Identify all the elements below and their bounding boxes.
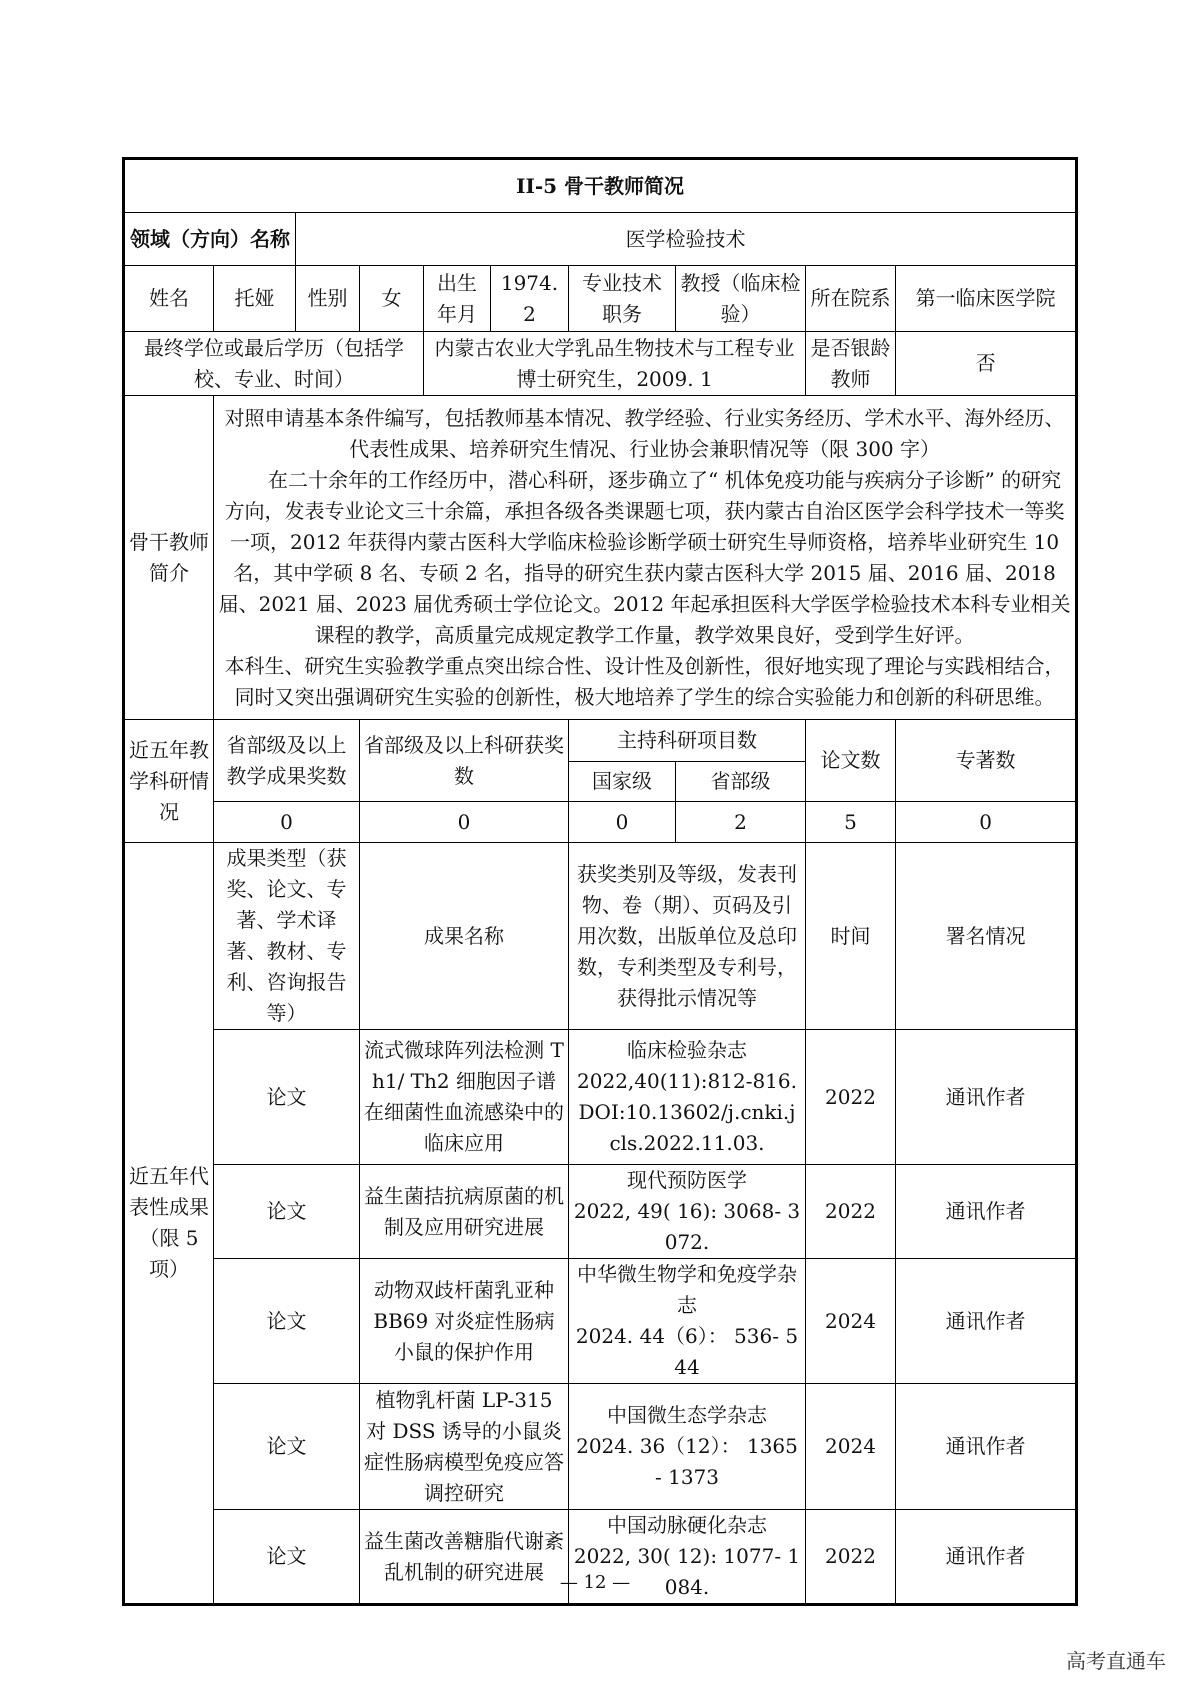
achievement-sign: 通讯作者 <box>896 1165 1077 1259</box>
achievement-sign: 通讯作者 <box>896 1510 1077 1605</box>
intro-paragraph-1: 在二十余年的工作经历中，潜心科研，逐步确立了“ 机体免疫功能与疾病分子诊断” 的研究方向，发表专业论文三十余篇，承担各级各类课题七项，获内蒙古自治区医学会科学技术一等奖一项，2012 年获得内蒙古医科大学临床检验诊断学硕士研究生导师资格，培养毕业研究生 10 名，其中学硕 8 名、专硕 2 名，指导的研究生获内蒙古医科大学 2015 届、2016 届、2018 届、2021 届、2023 届优秀硕士学位论文。2012 年起承担医科大学医学检验技术本科专业相关课程的教学，高质量完成规定教学工作量，教学效果良好，受到学生好评。 <box>218 467 1071 647</box>
achievement-detail <box>569 1384 806 1510</box>
research-label: 近五年教学科研情况 <box>124 720 214 843</box>
achievement-type: 论文 <box>214 1384 360 1510</box>
degree-value: 内蒙古农业大学乳品生物技术与工程专业博士研究生，2009. 1 <box>424 332 806 396</box>
achievement-name: 植物乳杆菌 LP-315 对 DSS 诱导的小鼠炎症性肠病模型免疫应答调控研究 <box>360 1384 569 1510</box>
birth-value: 1974. 2 <box>491 266 569 332</box>
achievement-name: 动物双歧杆菌乳亚种 BB69 对炎症性肠病小鼠的保护作用 <box>360 1259 569 1384</box>
table-row <box>124 1165 1077 1259</box>
achievement-journal: 中国动脉硬化杂志 <box>607 1513 767 1537</box>
teaching-award-header: 省部级及以上教学成果奖数 <box>214 720 360 802</box>
achievement-sign: 通讯作者 <box>896 1030 1077 1165</box>
field-label: 领域（方向）名称 <box>124 213 296 266</box>
achievement-time: 2022 <box>806 1030 896 1165</box>
achievement-name: 流式微球阵列法检测 Th1/ Th2 细胞因子谱在细菌性血流感染中的临床应用 <box>360 1030 569 1165</box>
achievements-label: 近五年代表性成果（限 5 项） <box>124 843 214 1605</box>
achievement-journal: 现代预防医学 <box>627 1168 747 1192</box>
name-label: 姓名 <box>124 266 214 332</box>
achievement-detail <box>569 1259 806 1384</box>
achievement-ref: 2022, 30( 12): 1077- 1084. <box>573 1544 801 1599</box>
teacher-profile-table <box>122 157 1078 1606</box>
teaching-award-value: 0 <box>214 802 360 843</box>
achievement-detail <box>569 1030 806 1165</box>
achievement-ref: 2024. 36（12）： 1365- 1373 <box>576 1434 798 1489</box>
achievement-type: 论文 <box>214 1030 360 1165</box>
watermark: 高考直通车 <box>1066 1649 1166 1673</box>
achievement-type-header: 成果类型（获奖、论文、专著、学术译著、教材、专利、咨询报告等） <box>214 843 360 1030</box>
birth-label: 出生年月 <box>424 266 491 332</box>
books-header: 专著数 <box>896 720 1077 802</box>
achievement-name: 益生菌改善糖脂代谢紊乱机制的研究进展 <box>360 1510 569 1605</box>
degree-label: 最终学位或最后学历（包括学校、专业、时间） <box>124 332 424 396</box>
achievement-type: 论文 <box>214 1165 360 1259</box>
achievement-ref: 2022, 49( 16): 3068- 3072. <box>573 1199 801 1254</box>
achievement-sign: 通讯作者 <box>896 1384 1077 1510</box>
achievement-ref: 2024. 44（6）： 536- 544 <box>575 1324 799 1379</box>
achievement-detail-header: 获奖类别及等级，发表刊物、卷（期）、页码及引用次数，出版单位及总印数，专利类型及专利号，获得批示情况等 <box>569 843 806 1030</box>
achievement-time: 2024 <box>806 1384 896 1510</box>
achievement-sign: 通讯作者 <box>896 1259 1077 1384</box>
achievement-time: 2022 <box>806 1510 896 1605</box>
achievement-name-header: 成果名称 <box>360 843 569 1030</box>
provincial-value: 2 <box>676 802 806 843</box>
books-value: 0 <box>896 802 1077 843</box>
intro-paragraph-2: 本科生、研究生实验教学重点突出综合性、设计性及创新性，很好地实现了理论与实践相结合，同时又突出强调研究生实验的创新性，极大地培养了学生的综合实验能力和创新的科研思维。 <box>224 653 1065 709</box>
intro-label: 骨干教师简介 <box>124 396 214 720</box>
table-row <box>124 1259 1077 1384</box>
table-row <box>124 1030 1077 1165</box>
research-award-header: 省部级及以上科研获奖数 <box>360 720 569 802</box>
intro-body <box>214 396 1077 720</box>
achievement-journal: 中华微生物学和免疫学杂志 <box>577 1262 797 1317</box>
gender-value: 女 <box>360 266 424 332</box>
national-header: 国家级 <box>569 762 676 802</box>
name-value: 托娅 <box>214 266 296 332</box>
achievement-detail <box>569 1165 806 1259</box>
achievement-type: 论文 <box>214 1510 360 1605</box>
achievement-time-header: 时间 <box>806 843 896 1030</box>
achievement-time: 2022 <box>806 1165 896 1259</box>
projects-header: 主持科研项目数 <box>569 720 806 762</box>
research-award-value: 0 <box>360 802 569 843</box>
intro-instruction: 对照申请基本条件编写，包括教师基本情况、教学经验、行业实务经历、学术水平、海外经历、代表性成果、培养研究生情况、行业协会兼职情况等（限 300 字） <box>224 405 1065 461</box>
achievement-sign-header: 署名情况 <box>896 843 1077 1030</box>
page-number: — 12 — <box>559 1572 631 1593</box>
dept-label: 所在院系 <box>806 266 896 332</box>
dept-value: 第一临床医学院 <box>896 266 1077 332</box>
achievement-journal: 中国微生态学杂志 <box>607 1403 767 1427</box>
achievement-type: 论文 <box>214 1259 360 1384</box>
gender-label: 性别 <box>296 266 360 332</box>
title-label: 专业技术职务 <box>569 266 676 332</box>
table-row <box>124 1384 1077 1510</box>
achievement-time: 2024 <box>806 1259 896 1384</box>
achievement-ref: 2022,40(11):812-816.DOI:10.13602/j.cnki.jcls.2022.11.03. <box>577 1069 797 1155</box>
section-title: II-5 骨干教师简况 <box>124 159 1077 213</box>
field-value: 医学检验技术 <box>296 213 1077 266</box>
silver-value: 否 <box>896 332 1077 396</box>
papers-value: 5 <box>806 802 896 843</box>
national-value: 0 <box>569 802 676 843</box>
provincial-header: 省部级 <box>676 762 806 802</box>
papers-header: 论文数 <box>806 720 896 802</box>
silver-label: 是否银龄教师 <box>806 332 896 396</box>
achievement-journal: 临床检验杂志 <box>627 1038 747 1062</box>
achievement-name: 益生菌拮抗病原菌的机制及应用研究进展 <box>360 1165 569 1259</box>
title-value: 教授（临床检验） <box>676 266 806 332</box>
